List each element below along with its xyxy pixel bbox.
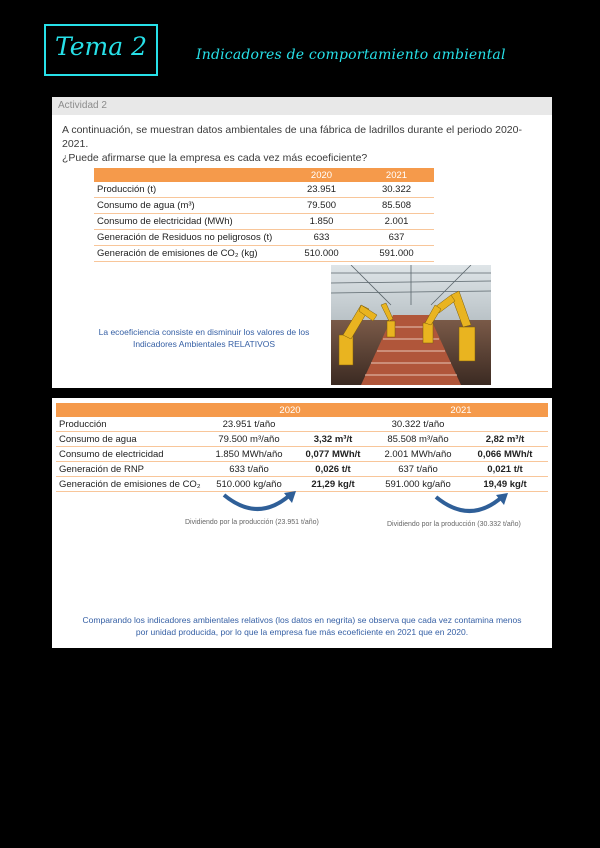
- question-line-2: ¿Puede afirmarse que la empresa es cada vez más ecoeficiente?: [62, 152, 368, 164]
- value-2021: 85.508: [359, 198, 434, 214]
- row-label: Consumo de agua: [56, 432, 206, 447]
- value-2021: 637: [359, 230, 434, 246]
- absolute-2021: 85.508 m³/año: [374, 432, 462, 447]
- absolute-2020: 1.850 MWh/año: [206, 447, 292, 462]
- relative-2020: 3,32 m³/t: [292, 432, 374, 447]
- relative-2021: 0,066 MWh/t: [462, 447, 548, 462]
- relative-2021: [462, 417, 548, 432]
- relative-2021: 19,49 kg/t: [462, 477, 548, 492]
- header-year-2021: 2021: [359, 168, 434, 182]
- absolute-2021: 637 t/año: [374, 462, 462, 477]
- relative-indicators-table: [56, 403, 548, 492]
- table-row: [56, 432, 548, 447]
- absolute-2020: 633 t/año: [206, 462, 292, 477]
- arrow-2021-icon: [430, 493, 510, 517]
- value-2021: 30.322: [359, 182, 434, 198]
- table-row: [94, 246, 434, 262]
- table-header-row: [56, 403, 548, 417]
- row-label: Generación de emisiones de CO₂: [56, 477, 206, 492]
- table-row: [56, 477, 548, 492]
- value-2020: 1.850: [284, 214, 359, 230]
- solution-panel: [52, 398, 552, 648]
- division-note-2020: Dividiendo por la producción (23.951 t/año): [185, 519, 319, 526]
- ecoefficiency-note: La ecoeficiencia consiste en disminuir los valores de los Indicadores Ambientales RELATIVOS: [98, 327, 310, 349]
- factory-robots-image: [331, 265, 491, 385]
- value-2021: 2.001: [359, 214, 434, 230]
- table-row: [56, 447, 548, 462]
- header-blank: [56, 403, 206, 417]
- topic-label: Tema 2: [55, 32, 147, 61]
- absolute-2021: 2.001 MWh/año: [374, 447, 462, 462]
- table-header-row: [94, 168, 434, 182]
- absolute-2020: 510.000 kg/año: [206, 477, 292, 492]
- table-row: [56, 462, 548, 477]
- absolute-2020: 23.951 t/año: [206, 417, 292, 432]
- division-note-2021: Dividiendo por la producción (30.332 t/año): [387, 521, 521, 528]
- absolute-2020: 79.500 m³/año: [206, 432, 292, 447]
- table-row: [94, 230, 434, 246]
- value-2020: 510.000: [284, 246, 359, 262]
- value-2020: 633: [284, 230, 359, 246]
- table-row: [94, 214, 434, 230]
- value-2020: 23.951: [284, 182, 359, 198]
- row-label: Generación de Residuos no peligrosos (t): [94, 230, 284, 246]
- activity-question: [62, 123, 547, 165]
- relative-2020: 0,077 MWh/t: [292, 447, 374, 462]
- row-label: Consumo de electricidad (MWh): [94, 214, 284, 230]
- absolute-2021: 30.322 t/año: [374, 417, 462, 432]
- row-label: Generación de RNP: [56, 462, 206, 477]
- table-row: [94, 198, 434, 214]
- activity-panel: [52, 97, 552, 388]
- relative-2020: [292, 417, 374, 432]
- table-row: [56, 417, 548, 432]
- row-label: Generación de emisiones de CO₂ (kg): [94, 246, 284, 262]
- question-line-1: A continuación, se muestran datos ambientales de una fábrica de ladrillos durante el periodo 2020-2021.: [62, 124, 522, 150]
- conclusion-text: Comparando los indicadores ambientales relativos (los datos en negrita) se observa que cada vez contamina menos por unidad producida, por lo que la empresa fue más ecoeficiente en 2021 que en 2020.: [82, 615, 522, 637]
- page-title: Indicadores de comportamiento ambiental: [196, 47, 506, 63]
- value-2020: 79.500: [284, 198, 359, 214]
- relative-2020: 0,026 t/t: [292, 462, 374, 477]
- row-label: Consumo de agua (m³): [94, 198, 284, 214]
- relative-2021: 2,82 m³/t: [462, 432, 548, 447]
- row-label: Consumo de electricidad: [56, 447, 206, 462]
- header-year-2021: 2021: [374, 403, 548, 417]
- arrow-2020-icon: [218, 491, 298, 515]
- value-2021: 591.000: [359, 246, 434, 262]
- activity-label: Actividad 2: [52, 97, 552, 115]
- relative-2020: 21,29 kg/t: [292, 477, 374, 492]
- table-row: [94, 182, 434, 198]
- header-year-2020: 2020: [206, 403, 374, 417]
- absolute-2021: 591.000 kg/año: [374, 477, 462, 492]
- topic-badge: [44, 24, 158, 76]
- absolute-data-table: [94, 168, 434, 262]
- row-label: Producción: [56, 417, 206, 432]
- header-blank: [94, 168, 284, 182]
- header-year-2020: 2020: [284, 168, 359, 182]
- relative-2021: 0,021 t/t: [462, 462, 548, 477]
- row-label: Producción (t): [94, 182, 284, 198]
